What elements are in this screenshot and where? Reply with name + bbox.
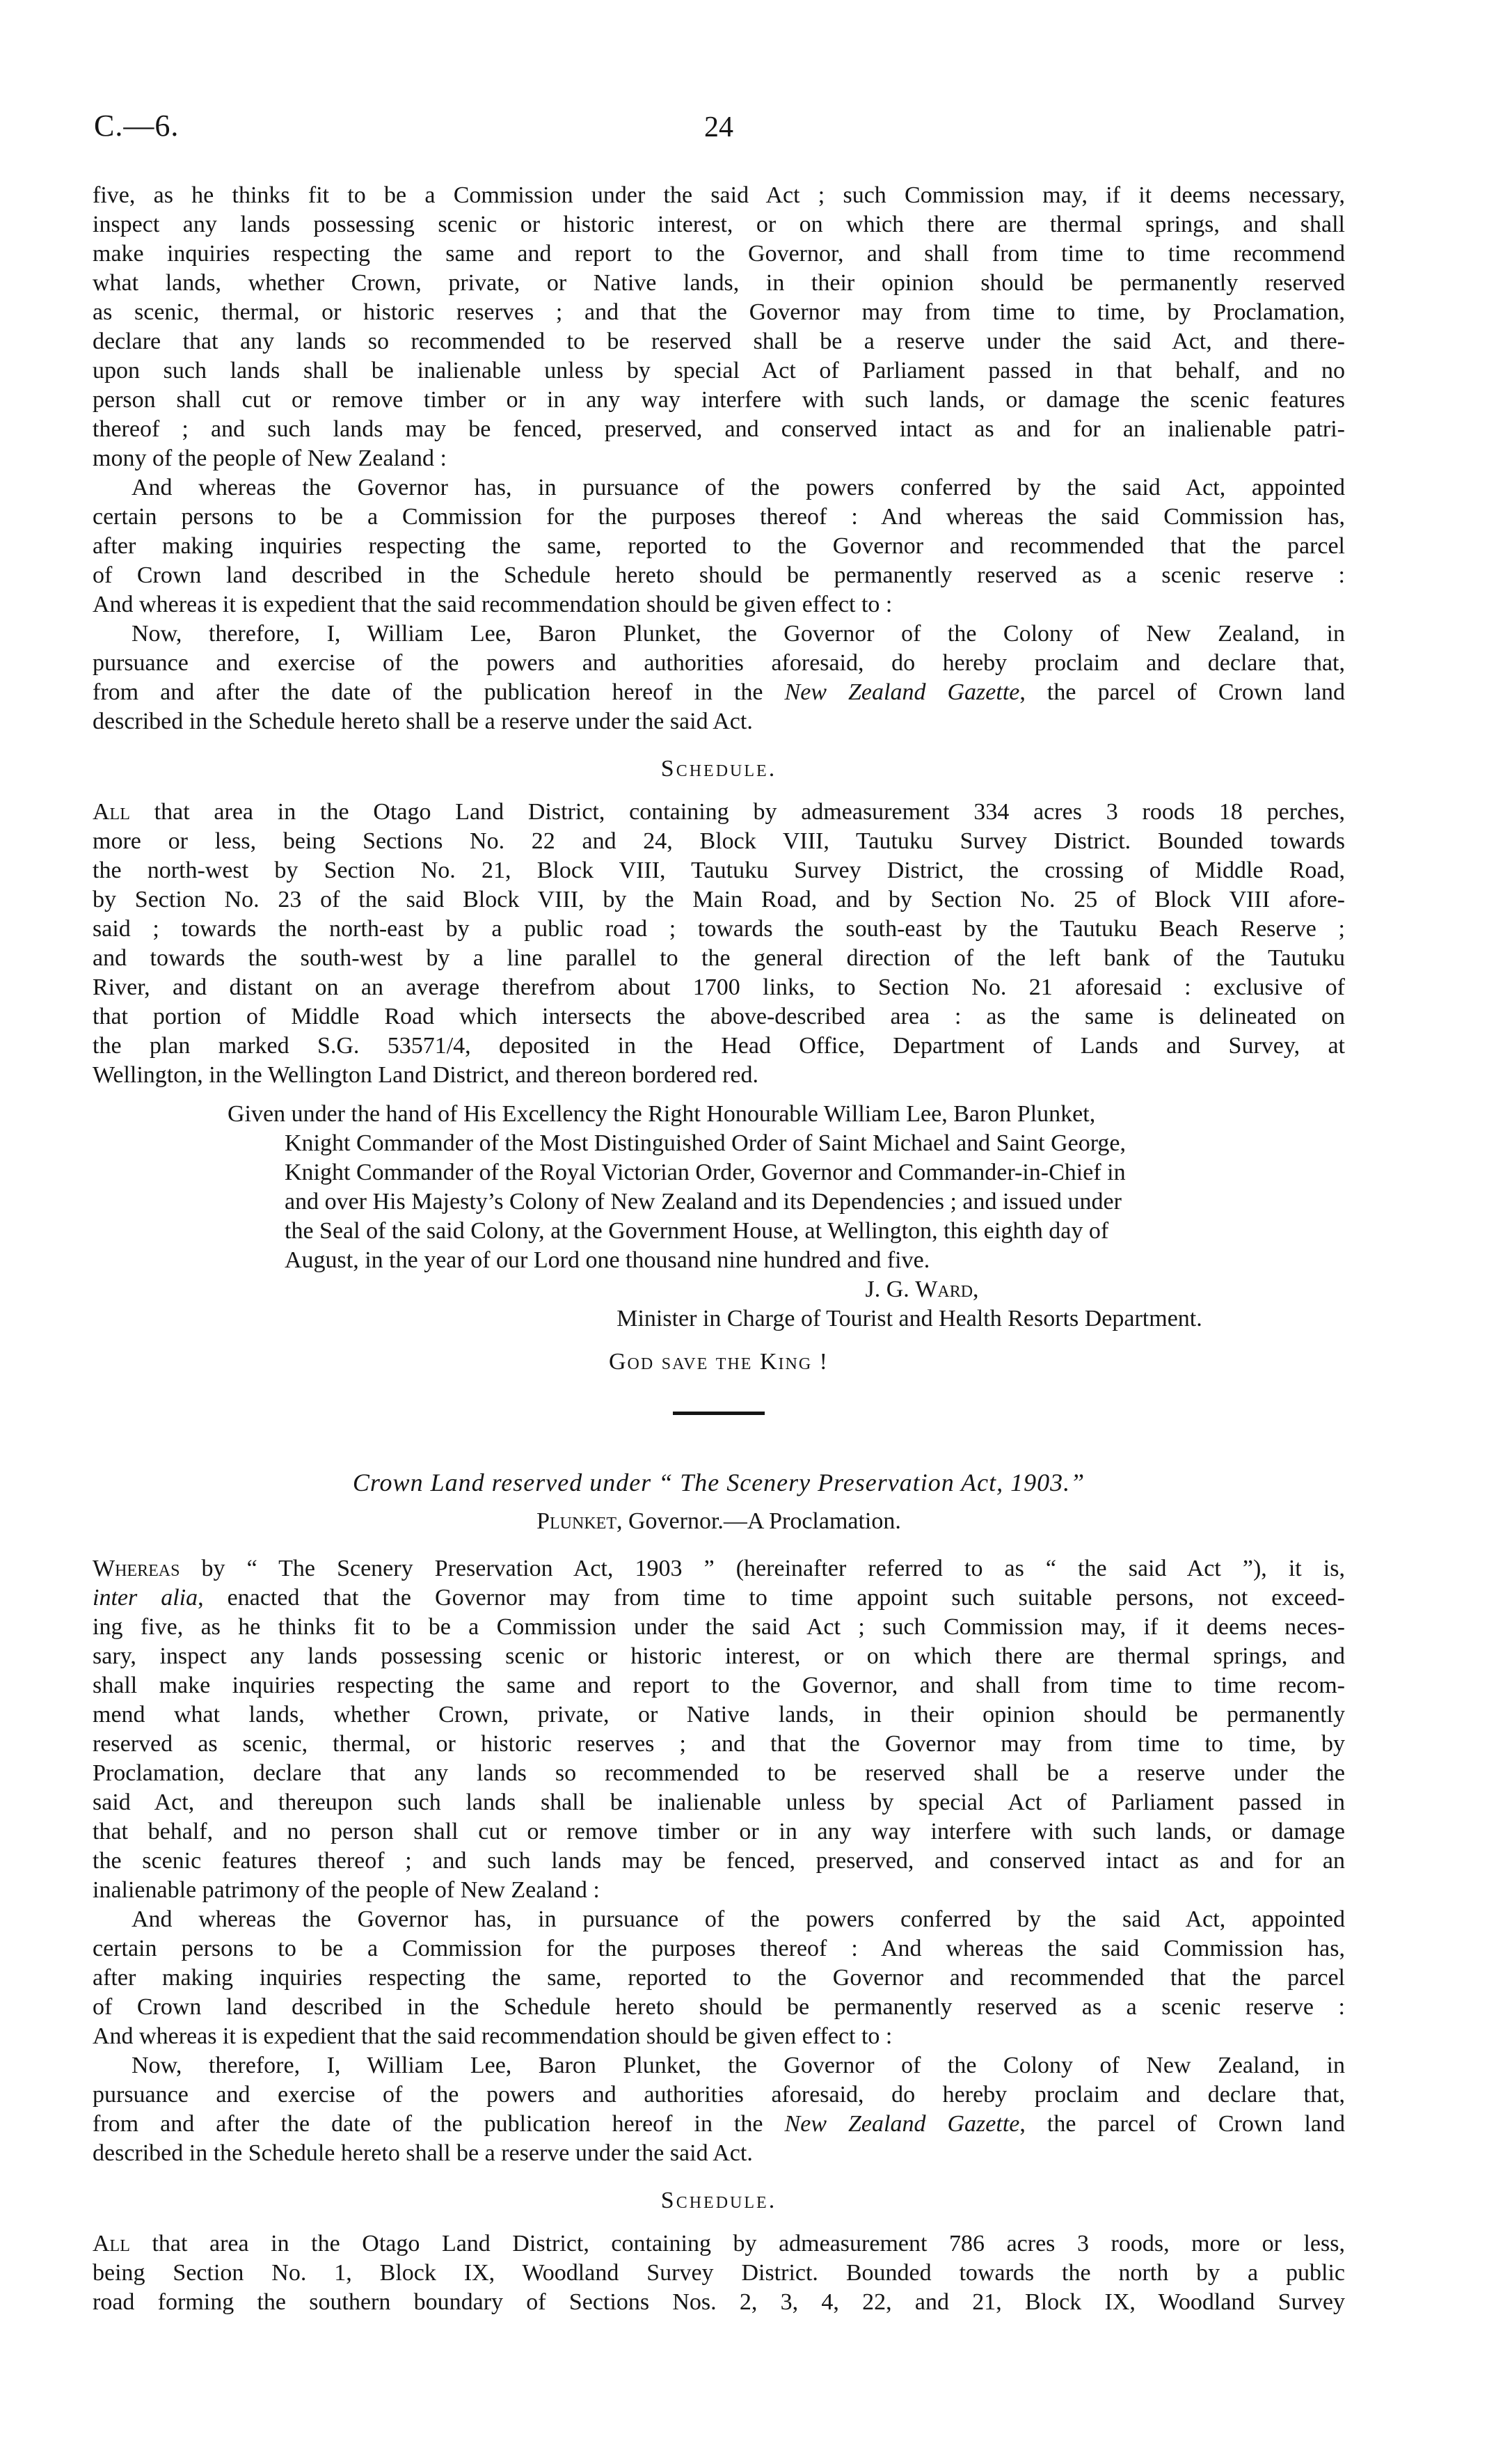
proclamation-1-body-paragraph-2: [93, 473, 1345, 619]
text-line: certain persons to be a Commission for the purposes thereof : And whereas the said Commission has,: [93, 504, 1345, 530]
text-line: the plan marked S.G. 53571/4, deposited in the Head Office, Department of Lands and Survey, at: [93, 1033, 1345, 1059]
text-line: reserved as scenic, thermal, or historic reserves ; and that the Governor may from time to time, by: [93, 1731, 1345, 1757]
text-line: Knight Commander of the Most Distinguished Order of Saint Michael and Saint George,: [285, 1130, 1127, 1156]
signature-name: J. G. Ward,: [865, 1277, 979, 1302]
schedule-2-heading: Schedule.: [660, 2188, 777, 2213]
text-line: that portion of Middle Road which intersects the above-described area : as the same is delineated on: [93, 1004, 1345, 1029]
text-line: And whereas the Governor has, in pursuance of the powers conferred by the said Act, appointed: [132, 475, 1345, 500]
text-line: Proclamation, declare that any lands so recommended to be reserved shall be a reserve under the: [93, 1760, 1345, 1786]
proclamation-1-body-paragraph-3: [93, 619, 1345, 736]
text-line: sary, inspect any lands possessing scenic or historic interest, or on which there are thermal springs, and: [93, 1643, 1345, 1669]
schedule-1-heading: Schedule.: [660, 756, 777, 782]
text-line: from and after the date of the publication hereof in the New Zealand Gazette, the parcel of Crown land: [93, 2111, 1345, 2137]
text-line: And whereas the Governor has, in pursuance of the powers conferred by the said Act, appointed: [132, 1906, 1345, 1932]
text-line: five, as he thinks fit to be a Commission under the said Act ; such Commission may, if it deems necessary,: [93, 182, 1345, 208]
text-line: certain persons to be a Commission for the purposes thereof : And whereas the said Commission has,: [93, 1936, 1345, 1961]
text-line: upon such lands shall be inalienable unless by special Act of Parliament passed in that behalf, and no: [93, 358, 1345, 384]
text-line: being Section No. 1, Block IX, Woodland Survey District. Bounded towards the north by a public: [93, 2260, 1345, 2286]
text-line: Now, therefore, I, William Lee, Baron Plunket, the Governor of the Colony of New Zealand, in: [132, 2053, 1345, 2078]
proclamation-2: [93, 1468, 1345, 2317]
text-line: Whereas by “ The Scenery Preservation Act, 1903 ” (hereinafter referred to as “ the said Act ”), it is,: [93, 1556, 1345, 1581]
schedule-2-paragraph: [93, 2229, 1345, 2317]
text-line: inalienable patrimony of the people of New Zealand :: [93, 1877, 600, 1903]
text-line: mend what lands, whether Crown, private, or Native lands, in their opinion should be permanently: [93, 1702, 1345, 1728]
proclamation-2-body-paragraph-1: [93, 1554, 1345, 1905]
text-line: shall make inquiries respecting the same and report to the Governor, and shall from time to time recom-: [93, 1673, 1345, 1698]
attestation-block: [93, 1100, 1345, 1275]
text-line: more or less, being Sections No. 22 and 24, Block VIII, Tautuku Survey District. Bounded towards: [93, 828, 1345, 854]
text-line: road forming the southern boundary of Sections Nos. 2, 3, 4, 22, and 21, Block IX, Woodland Survey: [93, 2289, 1345, 2315]
text-line: ing five, as he thinks fit to be a Commission under the said Act ; such Commission may, if it deems neces-: [93, 1614, 1345, 1640]
page-number: 24: [704, 111, 733, 143]
text-line: the Seal of the said Colony, at the Government House, at Wellington, this eighth day of: [285, 1218, 1109, 1244]
text-line: declare that any lands so recommended to be reserved shall be a reserve under the said Act, and there-: [93, 329, 1345, 354]
text-line: Knight Commander of the Royal Victorian Order, Governor and Commander-in-Chief in: [285, 1160, 1126, 1185]
text-line: and towards the south-west by a line parallel to the general direction of the left bank of the Tautuku: [93, 945, 1345, 971]
text-line: what lands, whether Crown, private, or Native lands, in their opinion should be permanently reserved: [93, 270, 1345, 296]
text-line: as scenic, thermal, or historic reserves ; and that the Governor may from time to time, by Proclamation,: [93, 299, 1345, 325]
text-line: August, in the year of our Lord one thousand nine hundred and five.: [285, 1247, 930, 1273]
text-line: the scenic features thereof ; and such lands may be fenced, preserved, and conserved intact as and for an: [93, 1848, 1345, 1874]
text-line: of Crown land described in the Schedule hereto should be permanently reserved as a scenic reserve :: [93, 1994, 1345, 2020]
text-line: said Act, and thereupon such lands shall be inalienable unless by special Act of Parliament passed in: [93, 1789, 1345, 1815]
text-line: the north-west by Section No. 21, Block VIII, Tautuku Survey District, the crossing of Middle Road,: [93, 858, 1345, 883]
text-line: All that area in the Otago Land District, containing by admeasurement 786 acres 3 roods, more or less,: [93, 2231, 1345, 2257]
text-line: after making inquiries respecting the same, reported to the Governor and recommended that the parcel: [93, 1965, 1345, 1991]
proclamation-2-body-paragraph-3: [93, 2051, 1345, 2168]
proclamation-1-body-paragraph-1: [93, 181, 1345, 473]
proclamation-2-body-paragraph-2: [93, 1905, 1345, 2051]
text-line: Now, therefore, I, William Lee, Baron Plunket, the Governor of the Colony of New Zealand, in: [132, 621, 1345, 647]
text-line: pursuance and exercise of the powers and authorities aforesaid, do hereby proclaim and declare that,: [93, 650, 1345, 676]
text-line: And whereas it is expedient that the said recommendation should be given effect to :: [93, 592, 893, 617]
proclamation-1: [93, 181, 1345, 1377]
text-line: thereof ; and such lands may be fenced, preserved, and conserved intact as and for an inalienable patri-: [93, 416, 1345, 442]
text-line: And whereas it is expedient that the said recommendation should be given effect to :: [93, 2023, 893, 2049]
text-line: of Crown land described in the Schedule hereto should be permanently reserved as a scenic reserve :: [93, 562, 1345, 588]
text-line: inter alia, enacted that the Governor may from time to time appoint such suitable persons, not exceed-: [93, 1585, 1345, 1611]
page-header: [93, 111, 1345, 149]
text-line: All that area in the Otago Land District, containing by admeasurement 334 acres 3 roods 18 perches,: [93, 799, 1345, 825]
text-line: described in the Schedule hereto shall be a reserve under the said Act.: [93, 2140, 753, 2166]
schedule-1-paragraph: [93, 798, 1345, 1090]
text-line: by Section No. 23 of the said Block VIII, by the Main Road, and by Section No. 25 of Block VIII afore-: [93, 887, 1345, 912]
text-line: pursuance and exercise of the powers and authorities aforesaid, do hereby proclaim and declare that,: [93, 2082, 1345, 2108]
text-line: mony of the people of New Zealand :: [93, 445, 447, 471]
proclamation-2-subtitle: Plunket, Governor.—A Proclamation.: [536, 1508, 901, 1534]
text-line: inspect any lands possessing scenic or historic interest, or on which there are thermal springs, and shall: [93, 212, 1345, 237]
text-line: Wellington, in the Wellington Land District, and thereon bordered red.: [93, 1062, 758, 1088]
proclamation-2-title: Crown Land reserved under “ The Scenery Preservation Act, 1903.”: [352, 1469, 1085, 1496]
text-line: described in the Schedule hereto shall be a reserve under the said Act.: [93, 709, 753, 734]
text-line: that behalf, and no person shall cut or remove timber or in any way interfere with such lands, or damage: [93, 1819, 1345, 1844]
text-line: and over His Majesty’s Colony of New Zealand and its Dependencies ; and issued under: [285, 1189, 1122, 1215]
text-line: after making inquiries respecting the same, reported to the Governor and recommended that the parcel: [93, 533, 1345, 559]
text-line: make inquiries respecting the same and report to the Governor, and shall from time to time recommend: [93, 241, 1345, 267]
text-line: River, and distant on an average therefrom about 1700 links, to Section No. 21 aforesaid : exclusive of: [93, 974, 1345, 1000]
text-line: Given under the hand of His Excellency the Right Honourable William Lee, Baron Plunket,: [228, 1101, 1096, 1127]
text-line: person shall cut or remove timber or in any way interfere with such lands, or damage the scenic features: [93, 387, 1345, 413]
signature-title: Minister in Charge of Tourist and Health Resorts Department.: [616, 1306, 1202, 1331]
god-save-the-king-line: God save the King !: [609, 1349, 829, 1375]
document-reference: C.—6.: [94, 109, 180, 143]
text-line: from and after the date of the publication hereof in the New Zealand Gazette, the parcel of Crown land: [93, 679, 1345, 705]
text-line: said ; towards the north-east by a public road ; towards the south-east by the Tautuku Beach Reserve ;: [93, 916, 1345, 942]
section-divider-rule: [673, 1412, 765, 1415]
